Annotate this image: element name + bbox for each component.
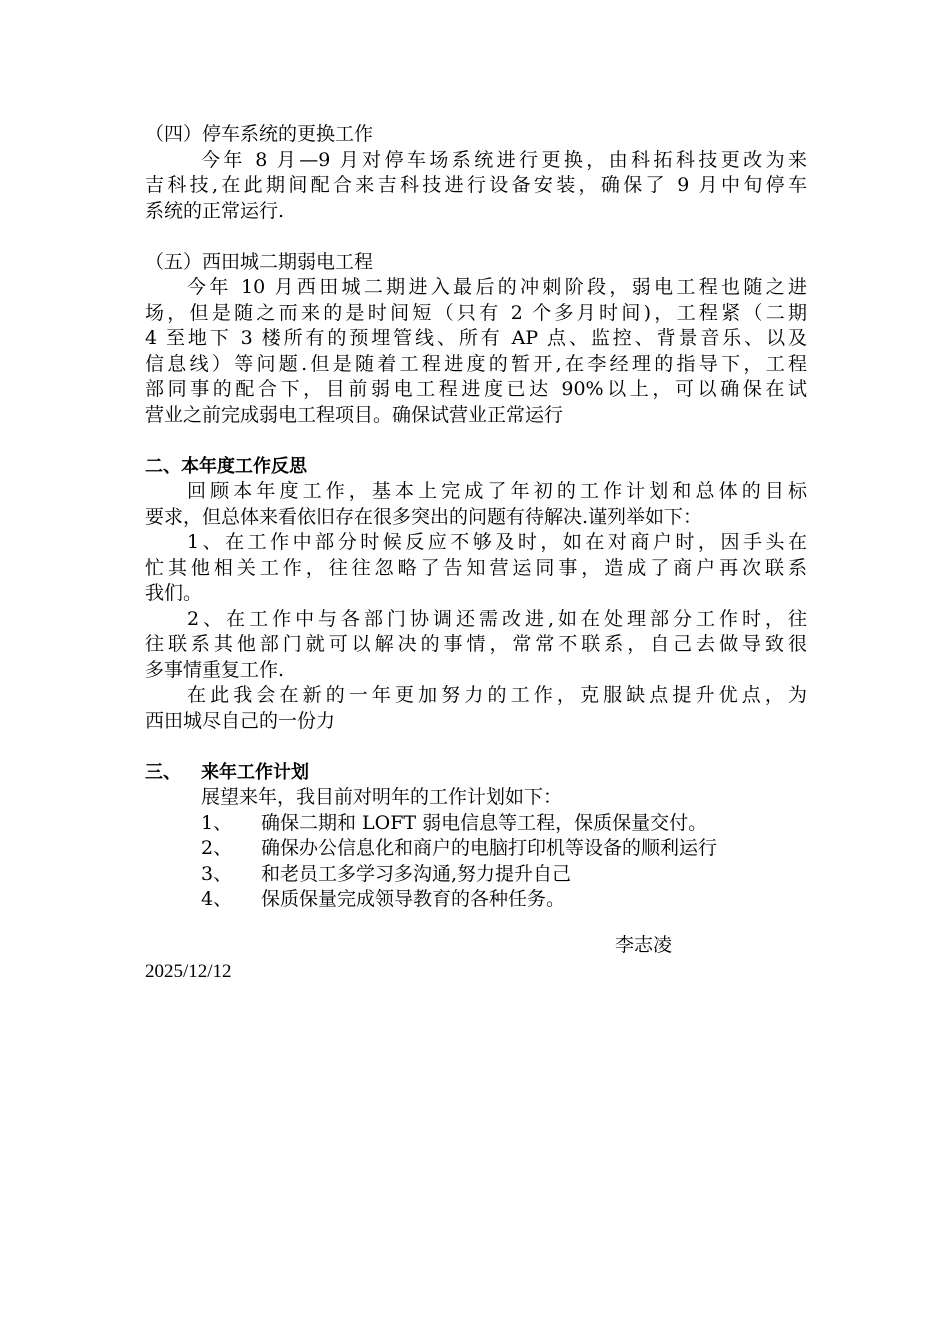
reflection-heading: 二、本年度工作反思	[145, 455, 307, 477]
section-4-line-3: 系统的正常运行.	[145, 199, 285, 222]
spacer	[145, 428, 807, 454]
plan-item	[145, 811, 807, 837]
section-5-line-3: 4 至地下 3 楼所有的预埋管线、所有 AP 点、监控、背景音乐、以及	[145, 327, 807, 349]
plan-heading	[145, 760, 807, 786]
section-5-line-6: 营业之前完成弱电工程项目。确保试营业正常运行	[145, 403, 564, 426]
reflection-point-2-line-1: 2、在工作中与各部门协调还需改进,如在处理部分工作时，往	[187, 607, 807, 630]
plan-heading-text: 来年工作计划	[201, 761, 309, 783]
plan-heading-number: 三、	[145, 761, 181, 783]
reflection-point-1-line-1: 1、在工作中部分时候反应不够及时，如在对商户时，因手头在	[187, 531, 807, 553]
section-5-line-5: 部同事的配合下，目前弱电工程进度已达 90%以上，可以确保在试	[145, 378, 807, 400]
document-page	[145, 122, 807, 985]
plan-item-index: 4、	[201, 888, 233, 910]
section-4-line-2: 吉科技,在此期间配合来吉科技进行设备安装，确保了 9 月中旬停车	[145, 174, 807, 196]
section-5-line-4: 信息线）等问题.但是随着工程进度的暂开,在李经理的指导下，工程	[145, 352, 807, 375]
plan-item-text: 和老员工多学习多沟通,努力提升自己	[261, 862, 572, 885]
reflection-point-1-line-3: 我们。	[145, 582, 203, 604]
section-5-line-1: 今年 10 月西田城二期进入最后的冲刺阶段，弱电工程也随之进	[187, 276, 807, 298]
plan-item	[145, 887, 807, 913]
reflection-point-2-line-3: 多事情重复工作.	[145, 658, 285, 681]
plan-item	[145, 836, 807, 862]
reflection-closing-line-2: 西田城尽自己的一份力	[145, 709, 336, 732]
reflection-intro-line-1: 回顾本年度工作，基本上完成了年初的工作计划和总体的目标	[187, 480, 807, 502]
plan-item-text: 保质保量完成领导教育的各种任务。	[261, 888, 566, 910]
spacer	[145, 734, 807, 760]
spacer	[145, 224, 807, 250]
document-date: 2025/12/12	[145, 961, 232, 982]
reflection-closing-line-1: 在此我会在新的一年更加努力的工作，克服缺点提升优点，为	[187, 684, 807, 706]
plan-item-text: 确保办公信息化和商户的电脑打印机等设备的顺利运行	[261, 837, 718, 859]
reflection-point-1-line-2: 忙其他相关工作，往往忽略了告知营运同事，造成了商户再次联系	[145, 556, 807, 579]
plan-item-index: 2、	[201, 837, 233, 859]
plan-item-text: 确保二期和 LOFT 弱电信息等工程，保质保量交付。	[261, 811, 708, 834]
section-5-line-2: 场，但是随之而来的是时间短（只有 2 个多月时间)，工程紧（二期	[145, 301, 807, 324]
signature: 李志凌	[615, 933, 673, 956]
reflection-intro-line-2: 要求，但总体来看依旧存在很多突出的问题有待解决.谨列举如下：	[145, 505, 703, 528]
plan-intro: 展望来年，我目前对明年的工作计划如下：	[201, 786, 563, 808]
section-4-title: （四）停车系统的更换工作	[145, 123, 374, 145]
plan-item-index: 3、	[201, 862, 233, 885]
reflection-point-2-line-2: 往联系其他部门就可以解决的事情，常常不联系，自己去做导致很	[145, 633, 807, 655]
section-5-title: （五）西田城二期弱电工程	[145, 250, 374, 273]
plan-item-index: 1、	[201, 811, 233, 834]
plan-item	[145, 862, 807, 888]
section-4-line-1: 今年 8 月—9 月对停车场系统进行更换，由科拓科技更改为来	[201, 148, 807, 171]
